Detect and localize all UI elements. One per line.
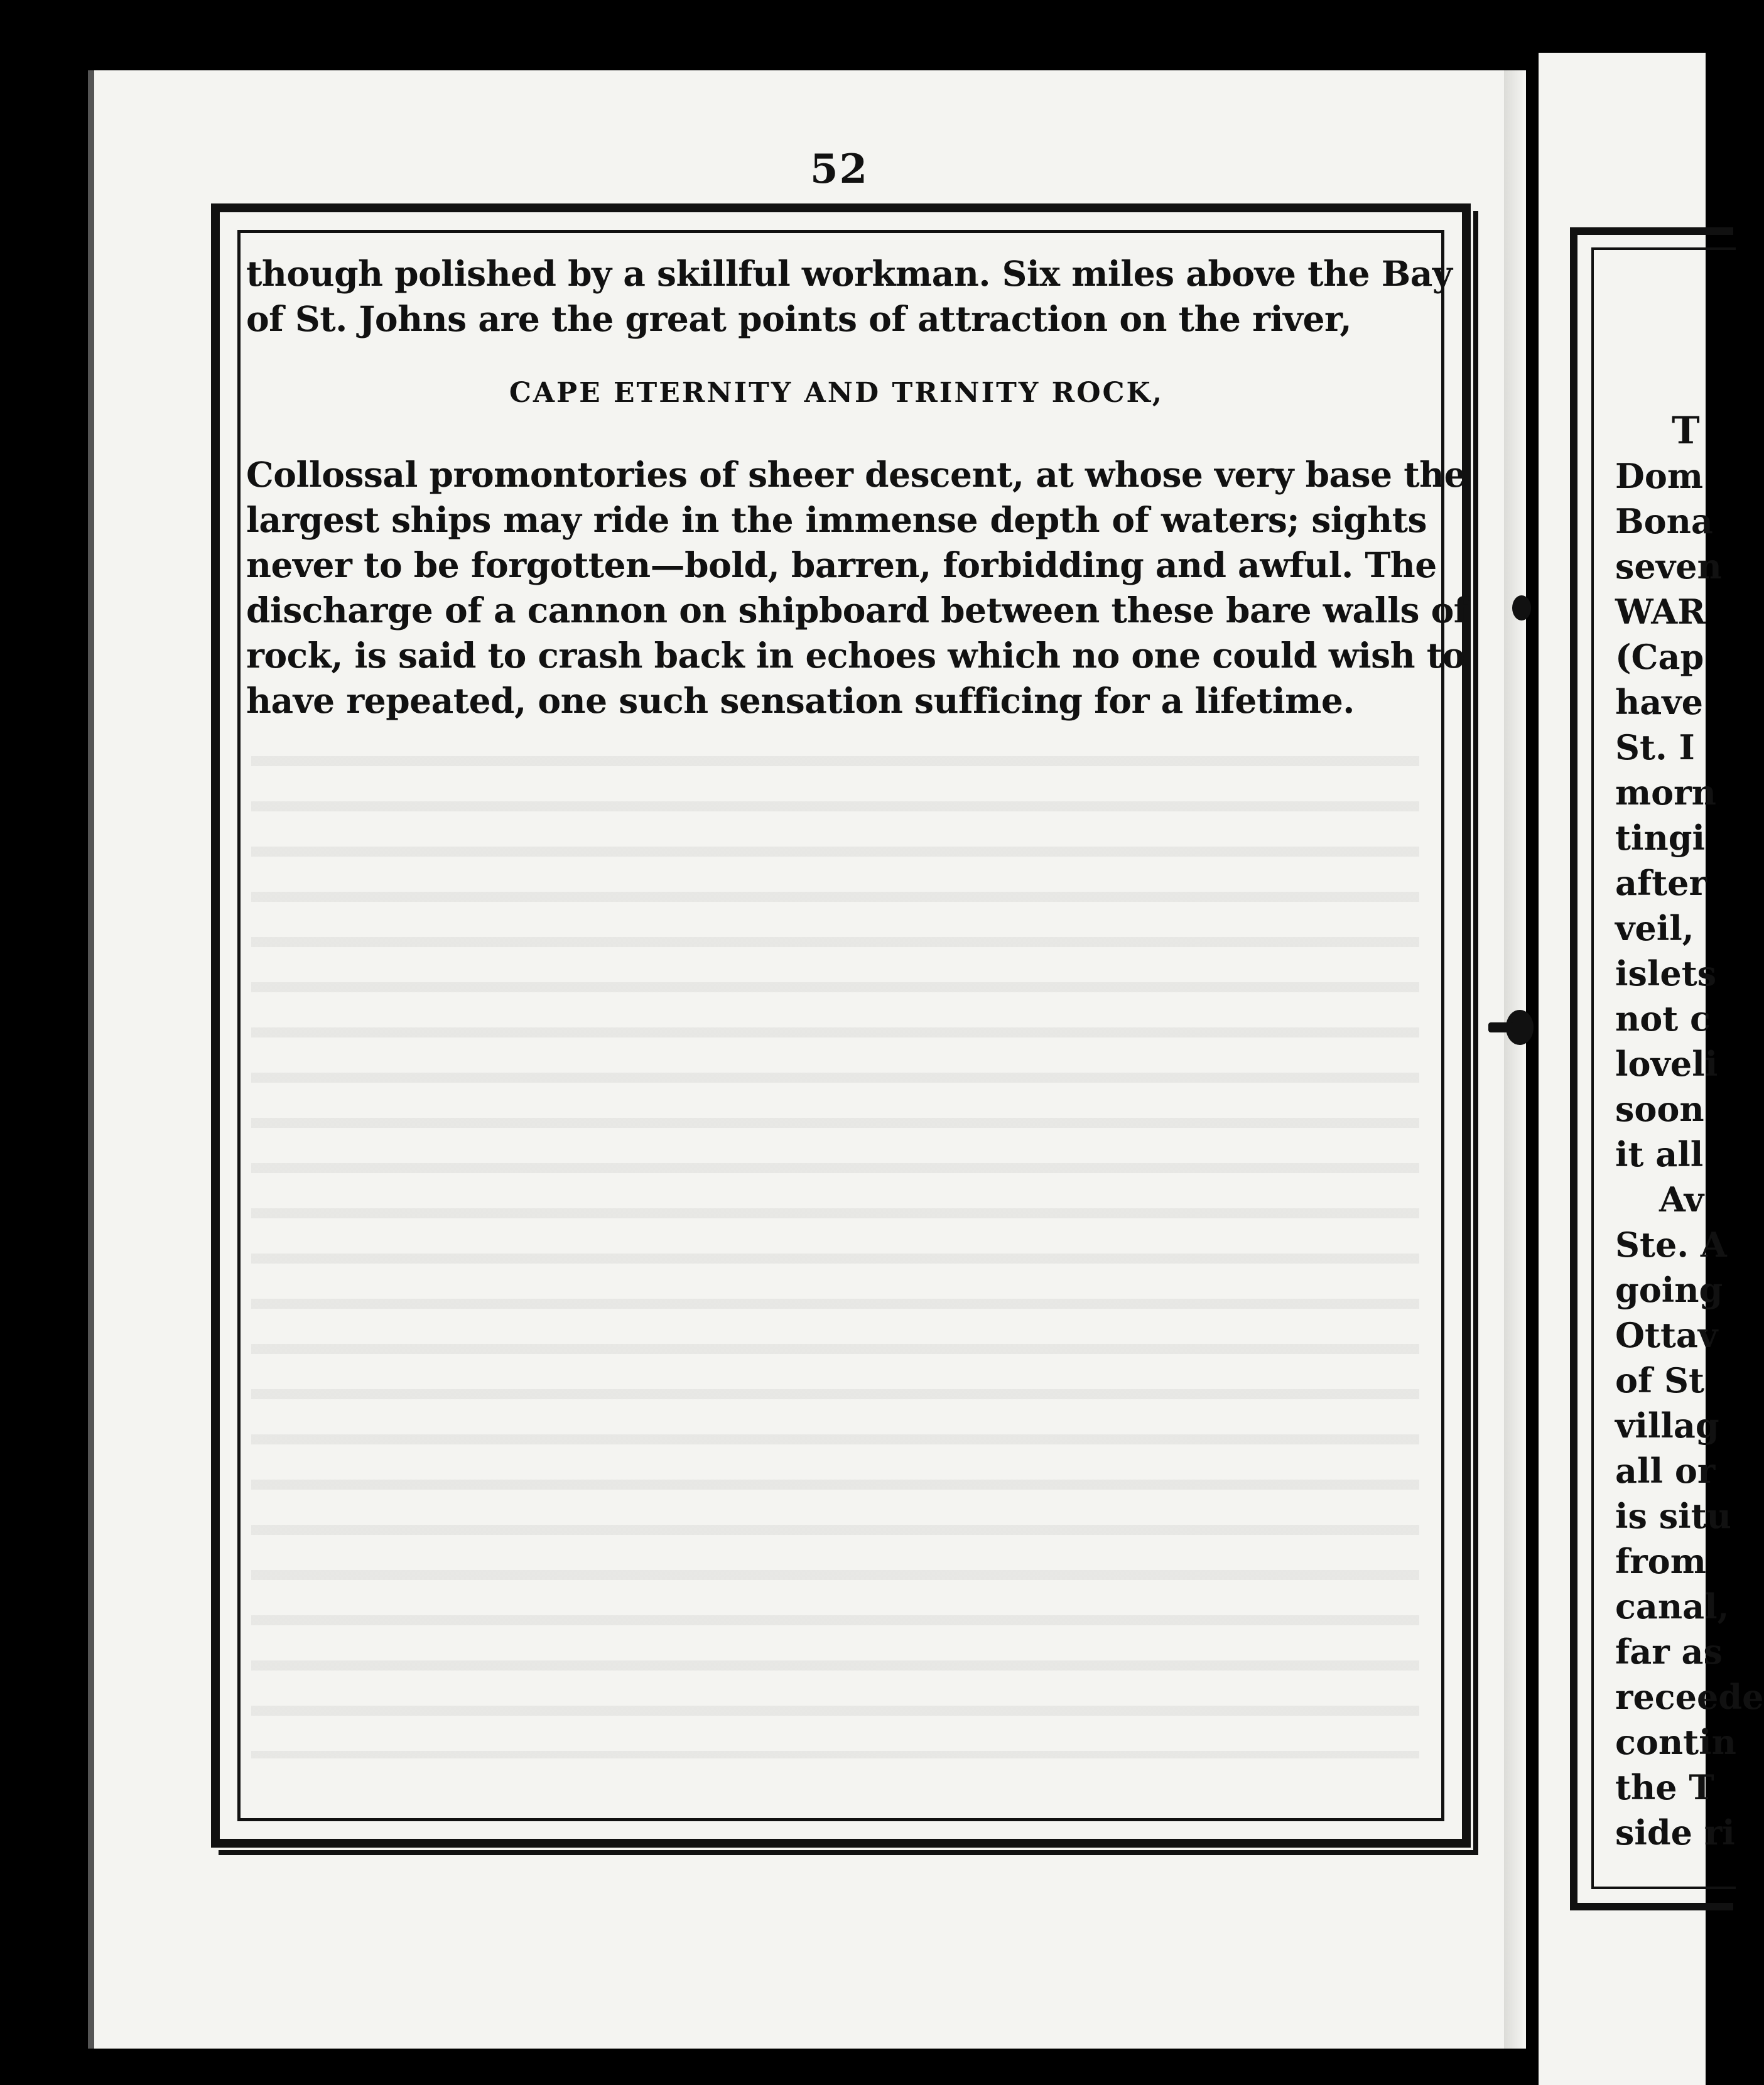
right-text-line: not c (1615, 999, 1711, 1039)
right-text-line: the T (1615, 1767, 1714, 1807)
right-text-line: have (1615, 682, 1703, 722)
right-text-line: Bona (1615, 501, 1713, 541)
right-text-line: tingi (1615, 818, 1705, 858)
right-text-line: Ottav (1615, 1315, 1718, 1355)
right-text-line: receede (1615, 1677, 1764, 1717)
text-line: never to be forgotten—bold, barren, forbidding and awful. The (246, 544, 1437, 585)
right-text-line: Av (1659, 1179, 1704, 1220)
right-text-line: it all (1615, 1134, 1704, 1174)
page-number: 52 (810, 146, 869, 193)
right-page-text (1615, 408, 1764, 1855)
section-heading: CAPE ETERNITY AND TRINITY ROCK, (509, 377, 1164, 409)
text-line: largest ships may ride in the immense depth of waters; sights (246, 499, 1427, 540)
text-line: have repeated, one such sensation sufficing for a lifetime. (246, 680, 1355, 721)
page-edge (1504, 70, 1523, 2049)
right-text-line: seven (1615, 546, 1722, 587)
text-line: though polished by a skillful workman. Six miles above the Bay (246, 253, 1453, 294)
right-text-line: Dom (1615, 456, 1703, 496)
right-text-line: T (1672, 409, 1700, 453)
text-line: Collossal promontories of sheer descent, at whose very base the (246, 454, 1466, 495)
text-line: of St. Johns are the great points of attraction on the river, (246, 298, 1352, 339)
right-text-line: side ri (1615, 1812, 1735, 1853)
right-text-line: contin (1615, 1722, 1736, 1762)
text-line: rock, is said to crash back in echoes which no one could wish to (246, 635, 1465, 676)
right-text-line: morn (1615, 772, 1716, 813)
right-text-line: of St (1615, 1360, 1704, 1400)
right-text-line: Ste. A (1615, 1225, 1727, 1265)
binding-dot (1512, 595, 1531, 620)
binding-dot (1488, 1022, 1513, 1032)
right-text-line: from (1615, 1541, 1706, 1581)
paragraph-1 (246, 251, 1453, 342)
right-text-line: islets (1615, 953, 1717, 994)
right-text-line: (Cap (1615, 637, 1704, 677)
right-text-line: veil, (1615, 908, 1694, 948)
right-text-line: St. I (1615, 727, 1695, 767)
right-text-line: is situ (1615, 1496, 1731, 1536)
right-text-line: WAR (1615, 592, 1706, 632)
text-line: discharge of a cannon on shipboard between these bare walls of (246, 590, 1468, 631)
bleed-through-texture (251, 728, 1419, 1758)
right-text-line: canal, (1615, 1586, 1729, 1627)
paragraph-2 (246, 452, 1468, 723)
right-text-line: going (1615, 1270, 1723, 1310)
right-text-line: loveli (1615, 1044, 1718, 1084)
right-text-line: villag (1615, 1405, 1719, 1446)
right-text-line: far as (1615, 1632, 1723, 1672)
right-text-line: after (1615, 863, 1707, 903)
right-text-line: soon (1615, 1089, 1704, 1129)
right-text-line: all or (1615, 1451, 1716, 1491)
